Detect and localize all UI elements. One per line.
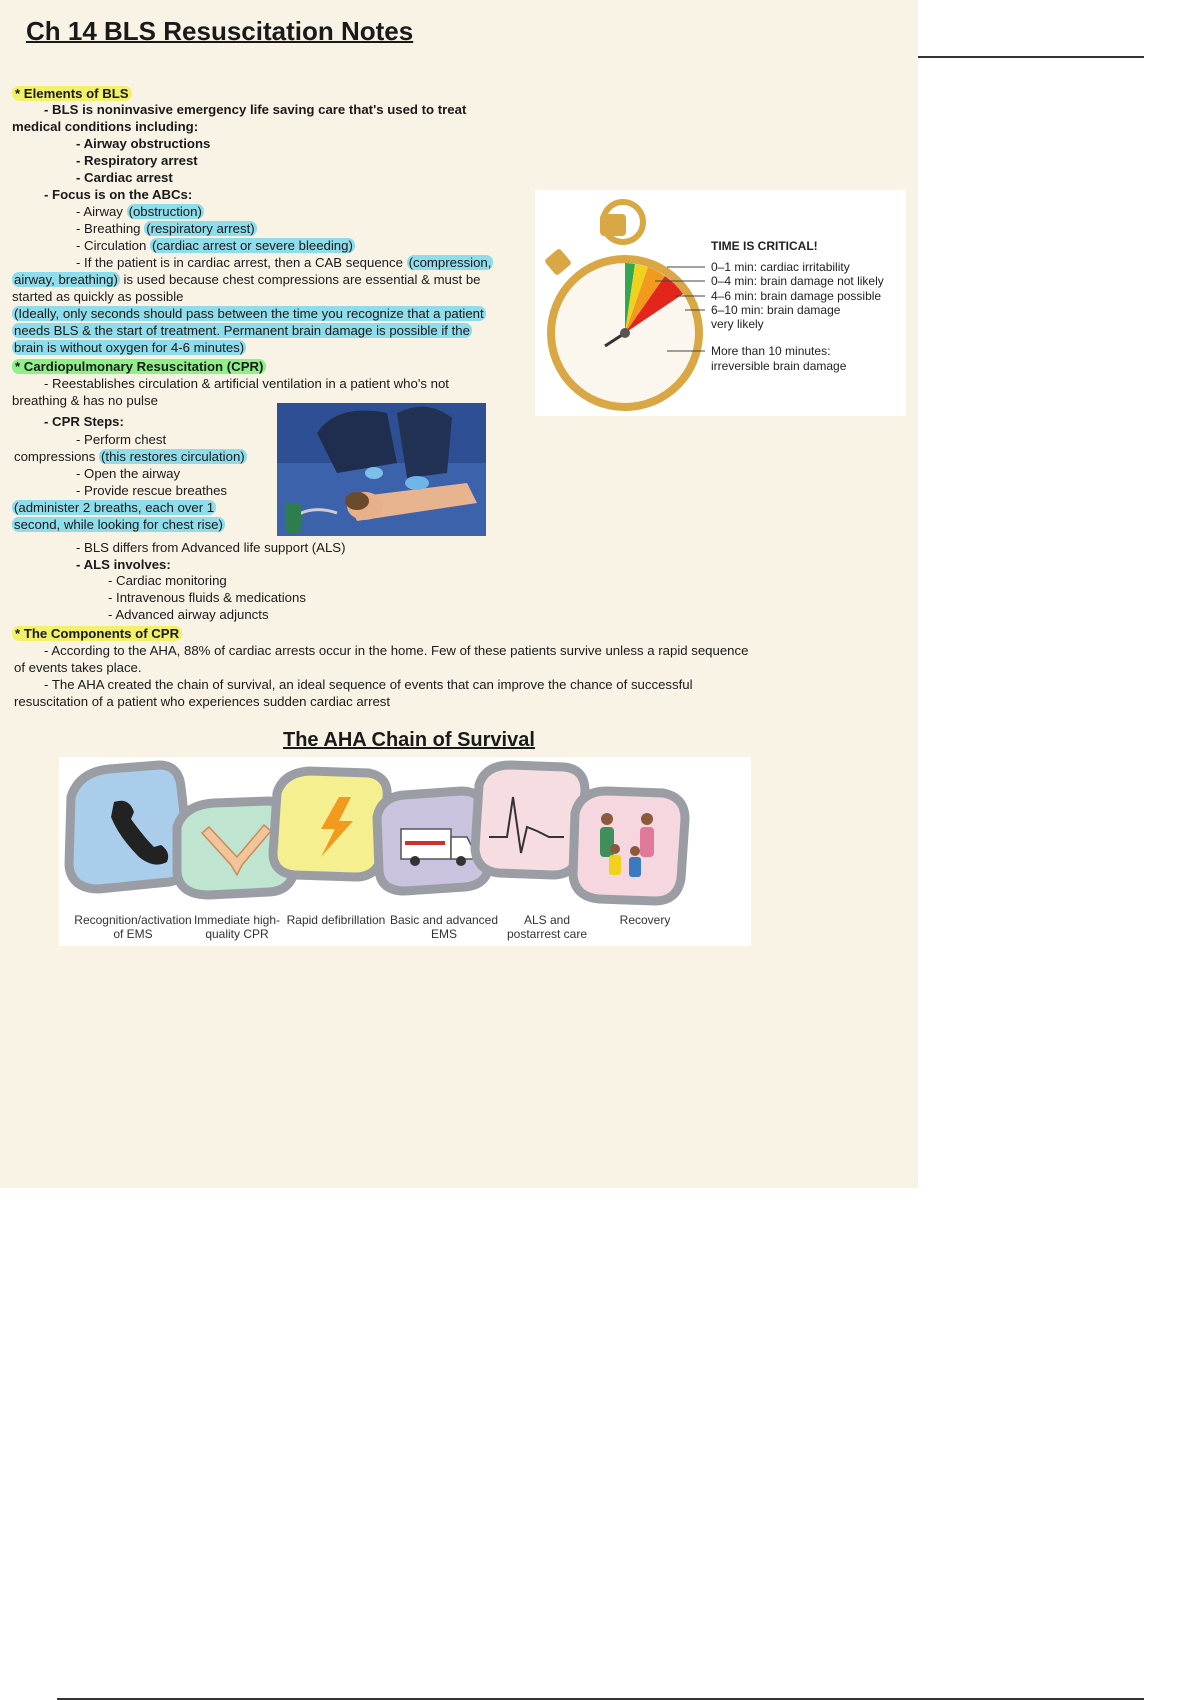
chain-caption: Basic and advanced EMS (389, 913, 499, 941)
abc-breathing: - Breathing (respiratory arrest) (76, 221, 255, 236)
abc-circulation: - Circulation (cardiac arrest or severe bleeding) (76, 238, 353, 253)
cpr-step-2: - Open the airway (76, 466, 181, 481)
chain-of-survival-figure (59, 757, 751, 946)
cpr-step-1a: - Perform chest (76, 432, 167, 447)
lightning-icon (273, 771, 387, 877)
cpr-step-3: - Provide rescue breathes (76, 483, 227, 498)
cab-line-2: airway, breathing) is used because chest compressions are essential & must be (14, 272, 481, 287)
condition-item: - Cardiac arrest (76, 170, 173, 185)
intro-line-1: - BLS is noninvasive emergency life saving care that's used to treat (44, 102, 467, 117)
stopwatch-legend-item: irreversible brain damage (711, 359, 847, 373)
stopwatch-legend-item: 0–4 min: brain damage not likely (711, 274, 884, 288)
components-p2: resuscitation of a patient who experiences sudden cardiac arrest (14, 694, 391, 709)
family-icon (573, 791, 685, 901)
section-heading-cpr: * Cardiopulmonary Resuscitation (CPR) (12, 359, 266, 375)
top-rule (918, 56, 1144, 58)
phone-icon (69, 765, 189, 889)
als-item: - Intravenous fluids & medications (108, 590, 306, 605)
stopwatch-heading: TIME IS CRITICAL! (711, 239, 818, 253)
stopwatch-legend-item: 0–1 min: cardiac irritability (711, 260, 850, 274)
components-p1: of events takes place. (14, 660, 142, 675)
als-diff: - BLS differs from Advanced life support (ALS) (76, 540, 346, 555)
cab-line-3: started as quickly as possible (12, 289, 184, 304)
condition-item: - Respiratory arrest (76, 153, 198, 168)
stopwatch-figure (535, 190, 906, 416)
ecg-icon (475, 765, 585, 875)
cpr-step-3-note: (administer 2 breaths, each over 1 (14, 500, 215, 515)
cpr-photo-illustration (277, 403, 486, 536)
cpr-step-1b: compressions (this restores circulation) (14, 449, 245, 464)
chain-title: The AHA Chain of Survival (283, 729, 535, 751)
stopwatch-legend-item: 6–10 min: brain damage (711, 303, 841, 317)
condition-item: - Airway obstructions (76, 136, 211, 151)
components-p2: - The AHA created the chain of survival, an ideal sequence of events that can improve the chance of successful (44, 677, 693, 692)
stopwatch-legend-item: More than 10 minutes: (711, 344, 831, 358)
ideal-note: needs BLS & the start of treatment. Permanent brain damage is possible if the (14, 323, 470, 338)
ideal-note: (Ideally, only seconds should pass between the time you recognize that a patient (14, 306, 484, 321)
cab-line-1: - If the patient is in cardiac arrest, then a CAB sequence (compression, (76, 255, 492, 270)
components-p1: - According to the AHA, 88% of cardiac arrests occur in the home. Few of these patients survive unless a rapid sequence (44, 643, 749, 658)
cpr-steps-heading: - CPR Steps: (44, 414, 124, 429)
cpr-desc-1: - Reestablishes circulation & artificial ventilation in a patient who's not (44, 376, 449, 391)
chain-caption: Recognition/activation of EMS (74, 913, 192, 941)
als-item: - Advanced airway adjuncts (108, 607, 269, 622)
focus-line: - Focus is on the ABCs: (44, 187, 193, 202)
stopwatch-legend-item: very likely (711, 317, 764, 331)
cpr-photo (277, 403, 486, 536)
als-heading: - ALS involves: (76, 557, 171, 572)
section-heading-components: * The Components of CPR (12, 626, 182, 642)
chain-caption: Recovery (619, 913, 671, 927)
ideal-note: brain is without oxygen for 4-6 minutes) (14, 340, 245, 355)
cpr-desc-2: breathing & has no pulse (12, 393, 158, 408)
cpr-step-3-note: second, while looking for chest rise) (14, 517, 223, 532)
chain-caption: ALS and postarrest care (506, 913, 588, 941)
chain-caption: Rapid defibrillation (286, 913, 386, 927)
section-heading-elements: * Elements of BLS (12, 86, 132, 102)
abc-airway: - Airway (obstruction) (76, 204, 202, 219)
intro-line-2: medical conditions including: (12, 119, 199, 134)
stopwatch-legend-item: 4–6 min: brain damage possible (711, 289, 882, 303)
als-item: - Cardiac monitoring (108, 573, 227, 588)
page-title: Ch 14 BLS Resuscitation Notes (26, 16, 414, 46)
chain-caption: Immediate high- quality CPR (193, 913, 281, 941)
